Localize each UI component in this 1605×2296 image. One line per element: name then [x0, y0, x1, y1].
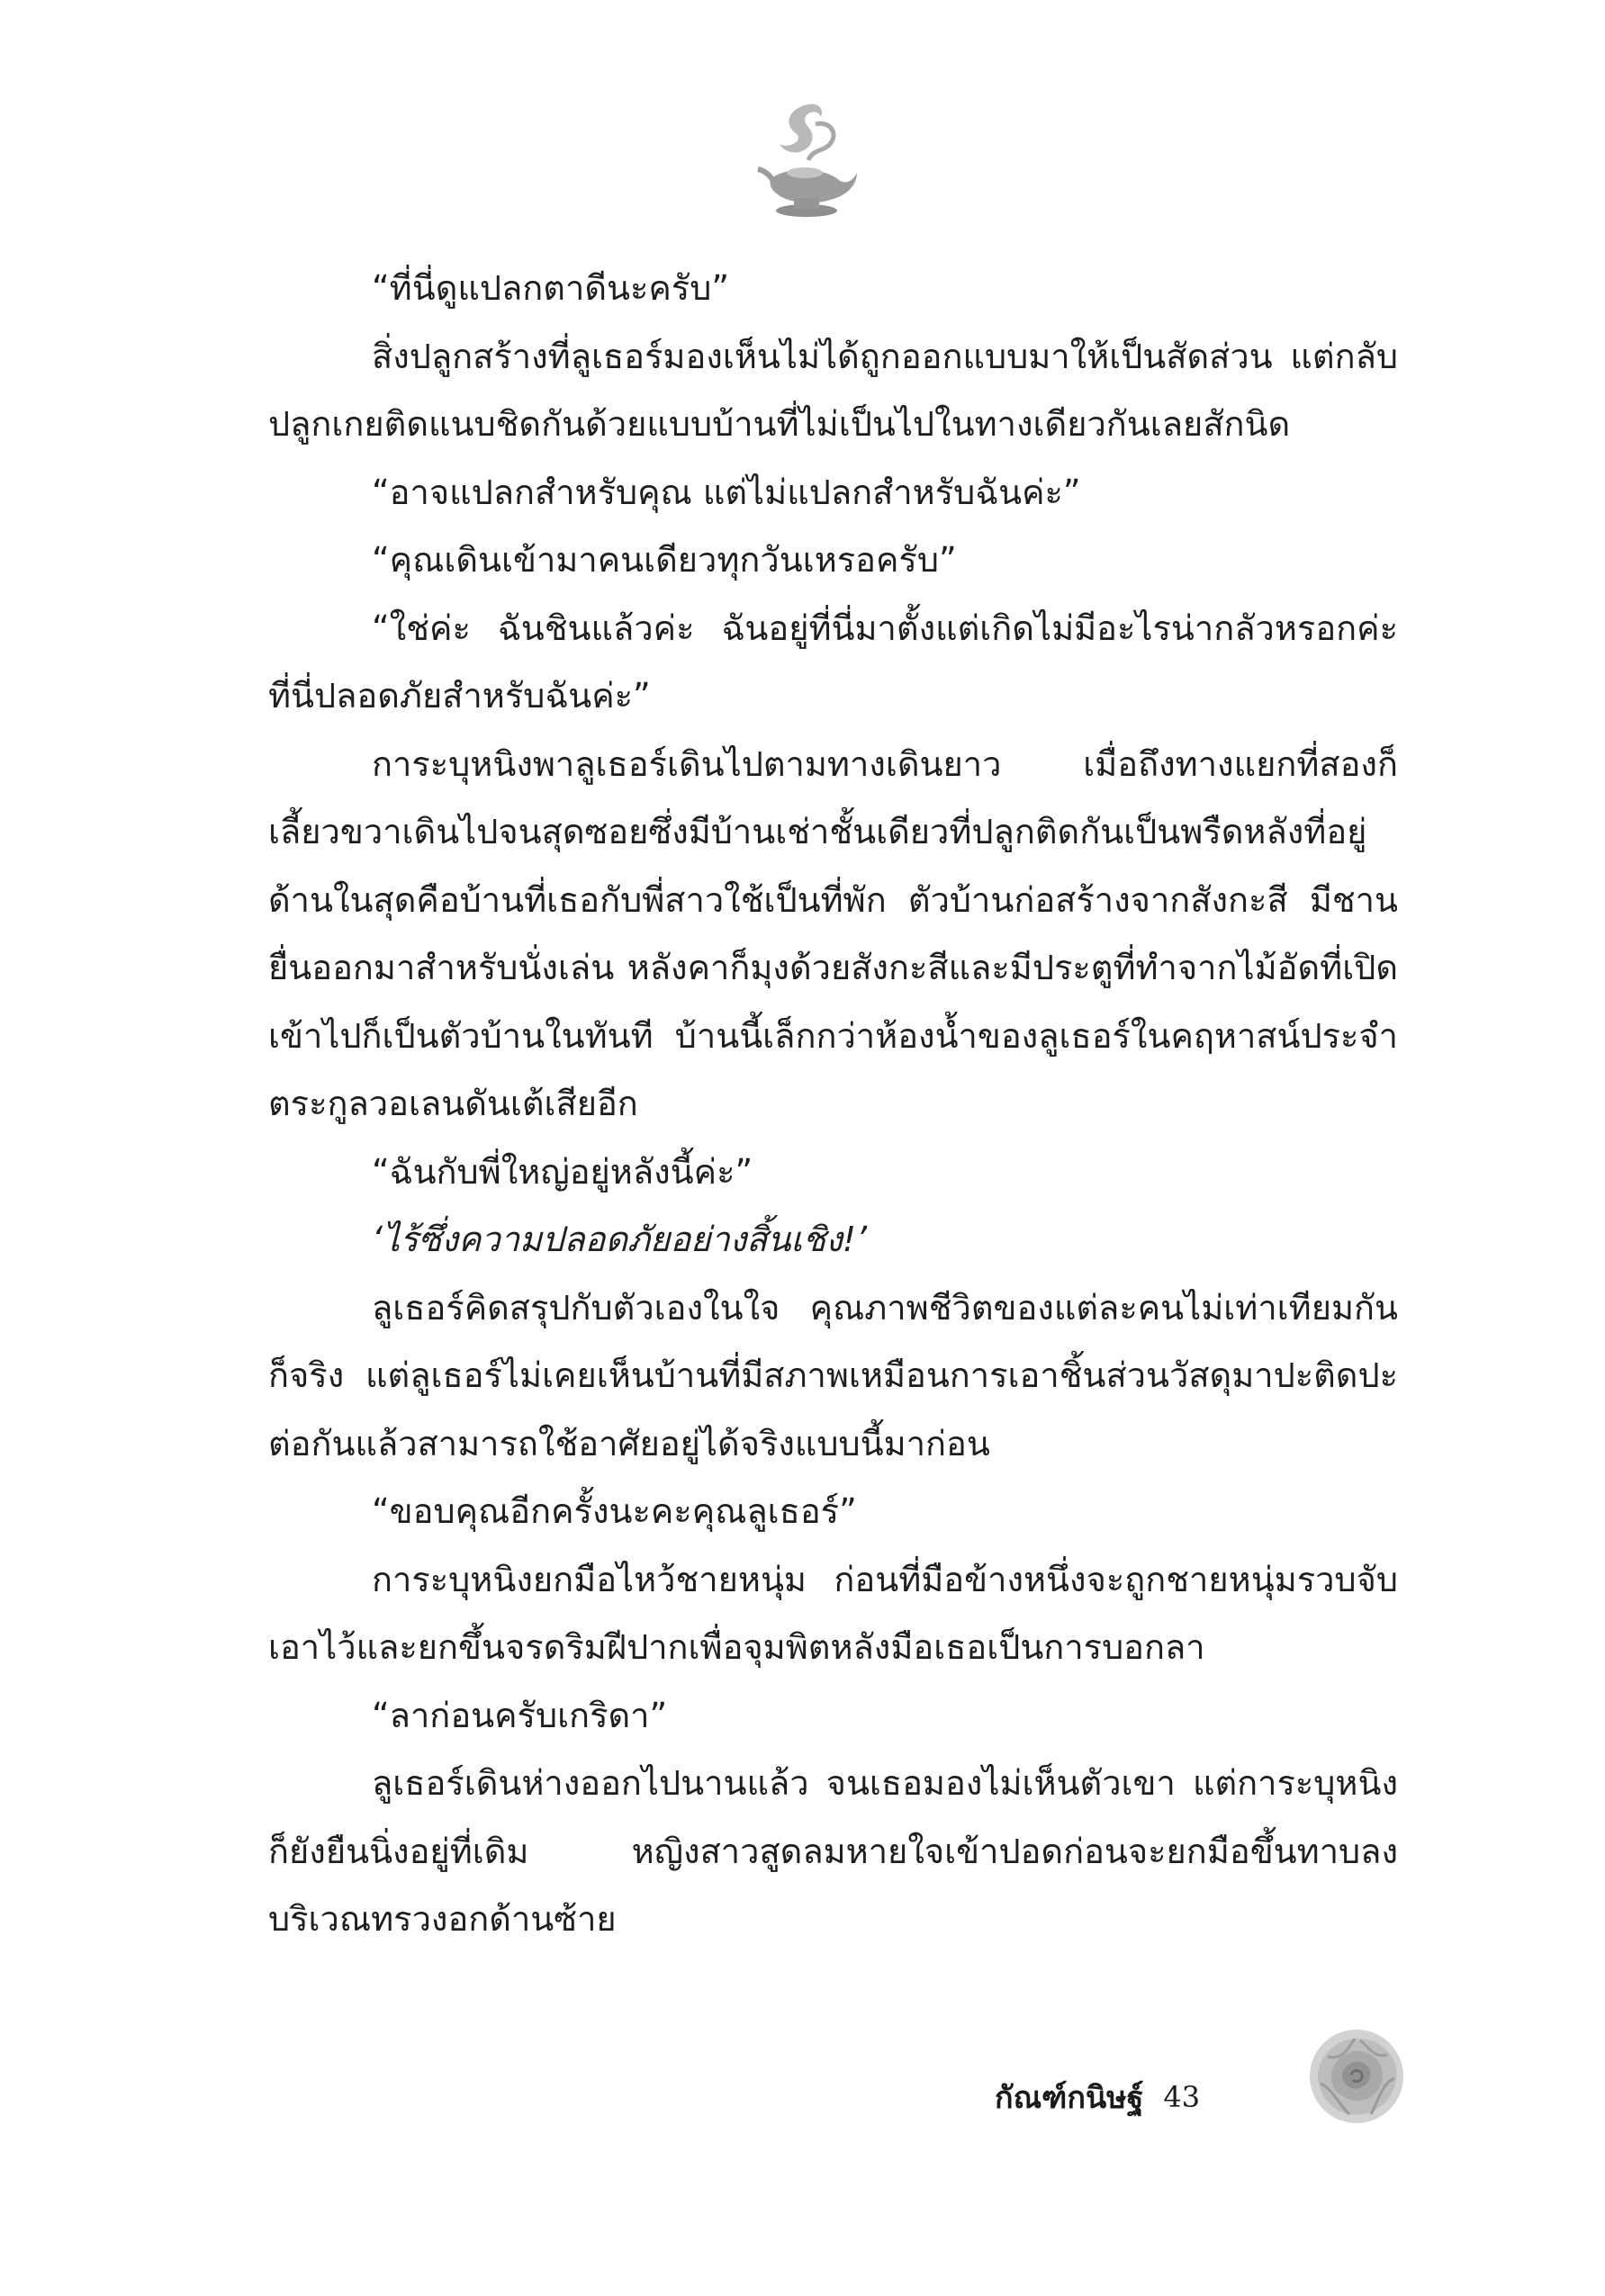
paragraph-8: ‘ไร้ซึ่งความปลอดภัยอย่างสิ้นเชิง!’: [372, 1220, 868, 1259]
footer-author: กัณฑ์กนิษฐ์: [995, 2080, 1144, 2116]
paragraph-10: “ขอบคุณอีกครั้งนะคะคุณลูเธอร์”: [372, 1491, 857, 1531]
paragraph-2: สิ่งปลูกสร้างที่ลูเธอร์มองเห็นไม่ได้ถูกออกแบบมาให้เป็นสัดส่วน แต่กลับปลูกเกยติดแนบชิดกันด้วยแบบบ้านที่ไม่เป็นไปในทางเดียวกันเลยสักนิด: [268, 336, 1398, 444]
paragraph-13: ลูเธอร์เดินห่างออกไปนานแล้ว จนเธอมองไม่เห็นตัวเขา แต่การะบุหนิงก็ยังยืนนิ่งอยู่ที่เดิม หญิงสาวสูดลมหายใจเข้าปอดก่อนจะยกมือขึ้นทาบลงบริเวณทรวงอกด้านซ้าย: [268, 1763, 1398, 1939]
paragraph-7: “ฉันกับพี่ใหญ่อยู่หลังนี้ค่ะ”: [372, 1151, 753, 1192]
body-text: [268, 255, 1398, 1954]
paragraph-12: “ลาก่อนครับเกริดา”: [372, 1695, 668, 1735]
paragraph-4: “คุณเดินเข้ามาคนเดียวทุกวันเหรอครับ”: [372, 540, 957, 580]
paragraph-5: “ใช่ค่ะ ฉันชินแล้วค่ะ ฉันอยู่ที่นี่มาตั้งแต่เกิดไม่มีอะไรน่ากลัวหรอกค่ะ ที่นี่ปลอดภัยสำหรับฉันค่ะ”: [268, 608, 1398, 716]
paragraph-11: การะบุหนิงยกมือไหว้ชายหนุ่ม ก่อนที่มือข้างหนึ่งจะถูกชายหนุ่มรวบจับเอาไว้และยกขึ้นจรดริมฝีปากเพื่อจุมพิตหลังมือเธอเป็นการบอกลา: [268, 1559, 1398, 1667]
page-number: 43: [1163, 2080, 1201, 2114]
rose-icon: [1301, 2021, 1413, 2133]
paragraph-9: ลูเธอร์คิดสรุปกับตัวเองในใจ คุณภาพชีวิตของแต่ละคนไม่เท่าเทียมกันก็จริง แต่ลูเธอร์ไม่เคยเห็นบ้านที่มีสภาพเหมือนการเอาชิ้นส่วนวัสดุมาปะติดปะต่อกันแล้วสามารถใช้อาศัยอยู่ได้จริงแบบนี้มาก่อน: [268, 1287, 1398, 1463]
paragraph-1: “ที่นี่ดูแปลกตาดีนะครับ”: [372, 268, 730, 308]
page-footer: [995, 2061, 1200, 2133]
genie-lamp-icon: [753, 97, 861, 232]
paragraph-6: การะบุหนิงพาลูเธอร์เดินไปตามทางเดินยาว เมื่อถึงทางแยกที่สองก็เลี้ยวขวาเดินไปจนสุดซอยซึ่งมีบ้านเช่าชั้นเดียวที่ปลูกติดกันเป็นพรืดหลังที่อยู่ด้านในสุดคือบ้านที่เธอกับพี่สาวใช้เป็นที่พัก ตัวบ้านก่อสร้างจากสังกะสี มีชานยื่นออกมาสำหรับนั่งเล่น หลังคาก็มุงด้วยสังกะสีและมีประตูที่ทำจากไม้อัดที่เปิดเข้าไปก็เป็นตัวบ้านในทันที บ้านนี้เล็กกว่าห้องน้ำของลูเธอร์ในคฤหาสน์ประจำตระกูลวอเลนดันเต้เสียอีก: [268, 743, 1398, 1123]
paragraph-3: “อาจแปลกสำหรับคุณ แต่ไม่แปลกสำหรับฉันค่ะ”: [372, 472, 1081, 512]
